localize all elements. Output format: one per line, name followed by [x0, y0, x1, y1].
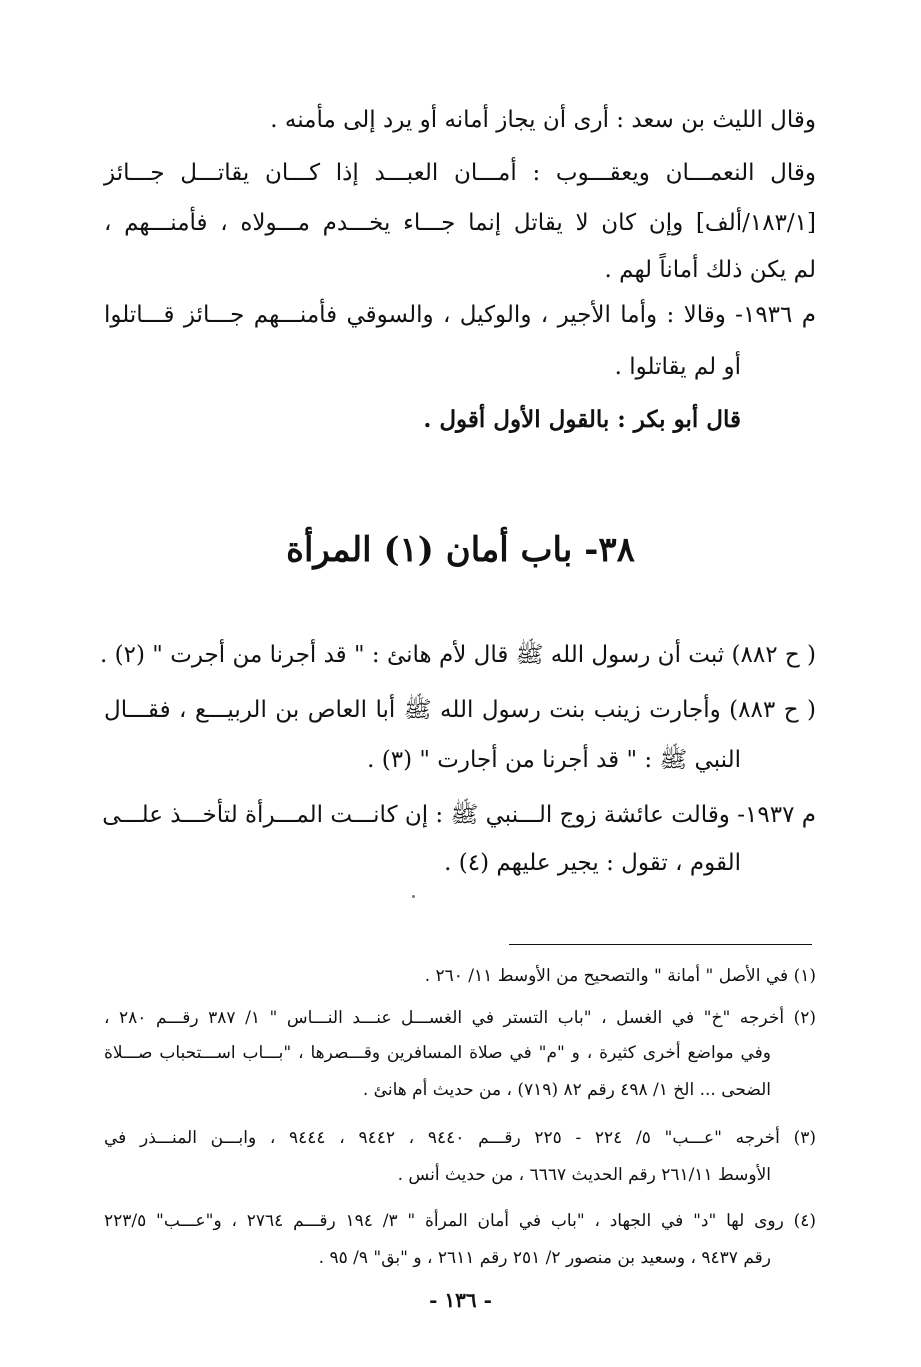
- hadith-line-5: القوم ، تقول : يجير عليهم (٤) .: [444, 850, 741, 876]
- page-number: - ١٣٦ -: [429, 1288, 492, 1312]
- footnote-4-cont: رقم ٩٤٣٧ ، وسعيد بن منصور ٢/ ٢٥١ رقم ٢٦١١ ، و "بق" ٩/ ٩٥ .: [318, 1248, 771, 1268]
- text-line-5: م ١٩٣٦- وقالا : وأما الأجير ، والوكيل ، والسوقي فأمنـــهم جـــائز قـــاتلوا: [104, 302, 816, 328]
- footnote-2-cont-2: الضحى ... الخ ١/ ٤٩٨ رقم ٨٢ (٧١٩) ، من حديث أم هانئ .: [362, 1080, 771, 1100]
- text-line-1: وقال الليث بن سعد : أرى أن يجاز أمانه أو يرد إلى مأمنه .: [270, 107, 816, 133]
- footnote-1: (١) في الأصل " أمانة " والتصحيح من الأوسط ١١/ ٢٦٠ .: [424, 966, 816, 986]
- chapter-heading: ٣٨- باب أمان (١) المرأة: [286, 530, 635, 570]
- text-line-4: لم يكن ذلك أماناً لهم .: [604, 257, 816, 283]
- text-line-6: أو لم يقاتلوا .: [614, 354, 741, 380]
- footnote-divider: [509, 944, 812, 945]
- text-line-3: [١٨٣/١/ألف] وإن كان لا يقاتل إنما جـــاء يخـــدم مـــولاه ، فأمنـــهم ،: [104, 210, 816, 236]
- footnote-2-cont-1: وفي مواضع أخرى كثيرة ، و "م" في صلاة المسافرين وقـــصرها ، "بـــاب اســـتحباب صـــلاة: [104, 1043, 771, 1063]
- text-line-2: وقال النعمـــان ويعقـــوب : أمـــان العبـــد إذا كـــان يقاتـــل جـــائز: [104, 160, 816, 186]
- text-line-7: قال أبو بكر : بالقول الأول أقول .: [423, 406, 741, 433]
- scan-speck: [412, 895, 415, 898]
- footnote-4: (٤) روى لها "د" في الجهاد ، "باب في أمان المرأة " ٣/ ١٩٤ رقـــم ٢٧٦٤ ، و"عـــب" ٢٢٣/٥: [104, 1211, 817, 1231]
- hadith-line-1: ( ح ٨٨٢) ثبت أن رسول الله ﷺ قال لأم هانئ : " قد أجرنا من أجرت " (٢) .: [100, 642, 816, 668]
- hadith-line-2: ( ح ٨٨٣) وأجارت زينب بنت رسول الله ﷺ أبا العاص بن الربيـــع ، فقـــال: [104, 697, 816, 723]
- footnote-3: (٣) أخرجه "عـــب" ٥/ ٢٢٤ - ٢٢٥ رقـــم ٩٤٤٠ ، ٩٤٤٢ ، ٩٤٤٤ ، وابـــن المنـــذر في: [104, 1128, 816, 1148]
- hadith-line-3: النبي ﷺ : " قد أجرنا من أجارت " (٣) .: [367, 747, 741, 773]
- footnote-2: (٢) أخرجه "خ" في الغسل ، "باب التستر في الغســـل عنـــد النـــاس " ١/ ٣٨٧ رقـــم ٢٨٠ ،: [104, 1008, 817, 1028]
- footnote-3-cont: الأوسط ٢٦١/١١ رقم الحديث ٦٦٦٧ ، من حديث أنس .: [397, 1165, 771, 1185]
- hadith-line-4: م ١٩٣٧- وقالت عائشة زوج الـــنبي ﷺ : إن كانـــت المـــرأة لتأخـــذ علـــى: [102, 802, 816, 828]
